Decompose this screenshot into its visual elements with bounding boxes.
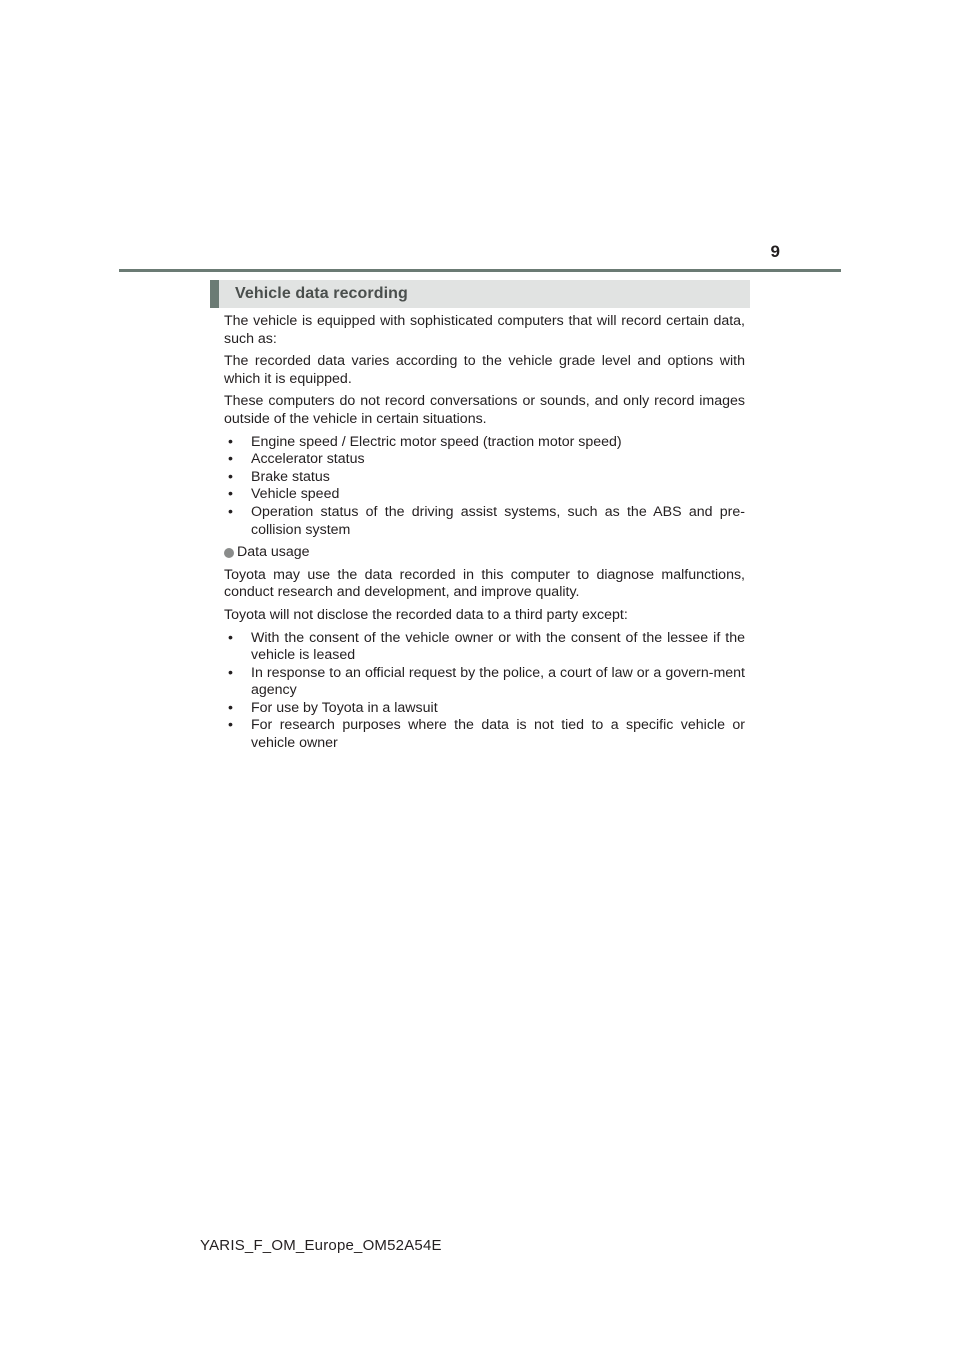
- bullet-dot: •: [228, 468, 233, 485]
- bullet-dot: •: [228, 451, 233, 468]
- intro-paragraph: These computers do not record conversations or sounds, and only record images outside of the vehicle in certain situations.: [224, 393, 745, 427]
- list-item: [224, 700, 745, 718]
- list-item: [224, 630, 745, 665]
- list-item: [224, 504, 745, 539]
- list-item-text: Vehicle speed: [251, 486, 340, 503]
- list-item: [224, 434, 745, 452]
- list-item: [224, 451, 745, 469]
- exceptions-list: [224, 630, 745, 753]
- section-header: [210, 280, 750, 308]
- list-item: [224, 665, 745, 700]
- usage-paragraph: Toyota may use the data recorded in this computer to diagnose malfunctions, conduct research and development, and improve quality.: [224, 566, 745, 601]
- list-item-text: Accelerator status: [251, 451, 365, 468]
- usage-paragraph: Toyota will not disclose the recorded data to a third party except:: [224, 606, 628, 623]
- bullet-dot: •: [228, 664, 233, 681]
- list-item: [224, 469, 745, 487]
- bullet-dot: •: [228, 503, 233, 520]
- list-item-text: Engine speed / Electric motor speed (traction motor speed): [251, 433, 622, 450]
- section-content: [224, 313, 745, 758]
- list-item-text: Brake status: [251, 468, 330, 485]
- filled-circle-icon: [224, 548, 234, 558]
- list-item-text: In response to an official request by the police, a court of law or a govern-ment agency: [251, 664, 745, 699]
- list-item-text: Operation status of the driving assist systems, such as the ABS and pre-collision system: [251, 503, 745, 538]
- header-rule: [119, 269, 841, 272]
- intro-paragraph: The recorded data varies according to the vehicle grade level and options with which it is equipped.: [224, 353, 745, 387]
- list-item-text: For research purposes where the data is not tied to a specific vehicle or vehicle owner: [251, 717, 745, 752]
- page-number: 9: [770, 242, 780, 261]
- footer-label: YARIS_F_OM_Europe_OM52A54E: [200, 1237, 442, 1254]
- section-title: Vehicle data recording: [235, 285, 408, 302]
- bullet-dot: •: [228, 699, 233, 716]
- intro-paragraph: The vehicle is equipped with sophisticated computers that will record certain data, such as:: [224, 313, 745, 347]
- recorded-items-list: [224, 434, 745, 540]
- bullet-dot: •: [228, 629, 233, 646]
- data-usage-heading-text: Data usage: [237, 544, 310, 561]
- bullet-dot: •: [228, 717, 233, 734]
- bullet-dot: •: [228, 486, 233, 503]
- list-item-text: With the consent of the vehicle owner or with the consent of the lessee if the vehicle is leased: [251, 629, 745, 664]
- list-item-text: For use by Toyota in a lawsuit: [251, 699, 438, 716]
- list-item: [224, 486, 745, 504]
- data-usage-heading: [224, 544, 745, 562]
- list-item: [224, 717, 745, 752]
- bullet-dot: •: [228, 433, 233, 450]
